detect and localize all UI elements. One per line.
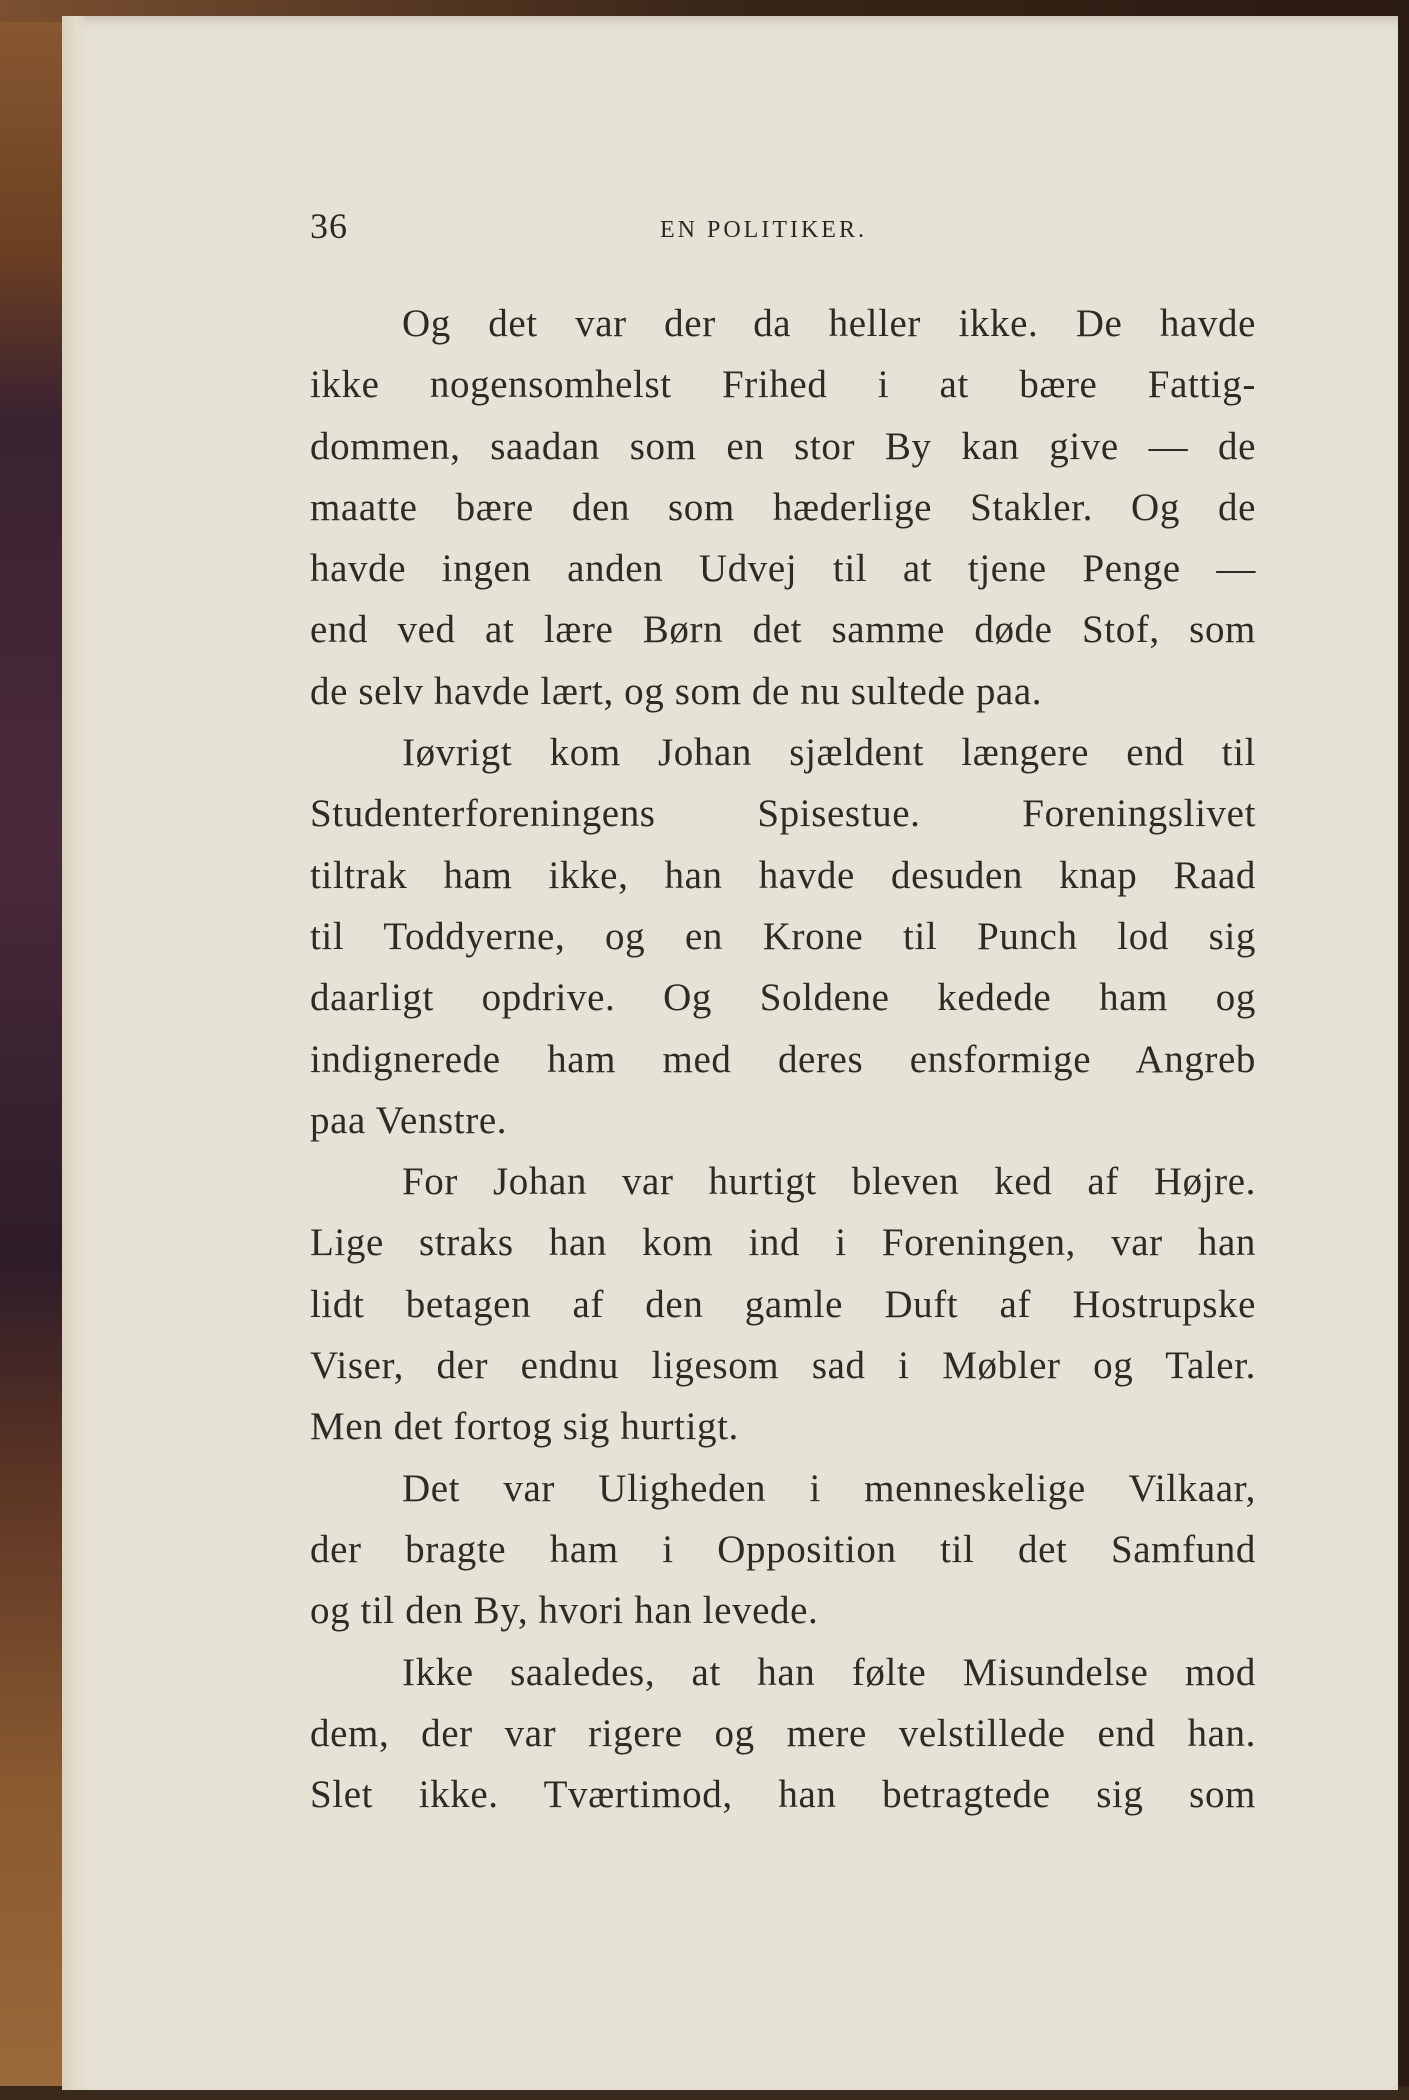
text-line: Viser, der endnu ligesom sad i Møbler og Taler.: [310, 1344, 1256, 1388]
body-text: [310, 293, 1256, 1825]
text-line: til Toddyerne, og en Krone til Punch lod sig: [310, 914, 1256, 958]
running-head: EN POLITIKER.: [660, 217, 867, 243]
text-line: de selv havde lært, og som de nu sultede paa.: [310, 669, 1043, 713]
text-line: maatte bære den som hæderlige Stakler. Og de: [310, 485, 1256, 529]
text-line: Studenterforeningens Spisestue. Foreningslivet: [310, 792, 1256, 836]
text-line: Lige straks han kom ind i Foreningen, var han: [310, 1221, 1256, 1265]
text-line: lidt betagen af den gamle Duft af Hostrupske: [310, 1282, 1256, 1326]
text-line: der bragte ham i Opposition til det Samfund: [310, 1527, 1256, 1571]
text-line: Slet ikke. Tværtimod, han betragtede sig som: [310, 1773, 1256, 1817]
text-line: tiltrak ham ikke, han havde desuden knap Raad: [310, 853, 1256, 897]
page-header: [310, 205, 1256, 255]
text-line: Og det var der da heller ikke. De havde: [402, 302, 1256, 345]
text-line: Iøvrigt kom Johan sjældent længere end til: [402, 731, 1256, 775]
text-line: daarligt opdrive. Og Soldene kedede ham og: [310, 976, 1256, 1020]
text-line: Ikke saaledes, at han følte Misundelse mod: [402, 1650, 1256, 1694]
text-line: For Johan var hurtigt bleven ked af Højre.: [402, 1160, 1256, 1204]
text-line: indignerede ham med deres ensformige Angreb: [310, 1037, 1256, 1081]
book-right-edge: [1397, 0, 1409, 2100]
page-gutter: [62, 16, 88, 2090]
text-line: dommen, saadan som en stor By kan give — de: [310, 424, 1256, 468]
book-cover-edge: [0, 0, 70, 2100]
text-line: end ved at lære Børn det samme døde Stof, som: [310, 608, 1256, 652]
text-line: Det var Uligheden i menneskelige Vilkaar,: [402, 1466, 1256, 1510]
text-line: Men det fortog sig hurtigt.: [310, 1405, 739, 1449]
page-number: 36: [310, 206, 348, 246]
text-line: og til den By, hvori han levede.: [310, 1589, 819, 1633]
text-line: havde ingen anden Udvej til at tjene Penge —: [310, 547, 1256, 591]
text-line: paa Venstre.: [310, 1098, 508, 1142]
text-line: dem, der var rigere og mere velstillede end han.: [310, 1711, 1256, 1755]
text-line: ikke nogensomhelst Frihed i at bære Fattig-: [310, 363, 1256, 407]
